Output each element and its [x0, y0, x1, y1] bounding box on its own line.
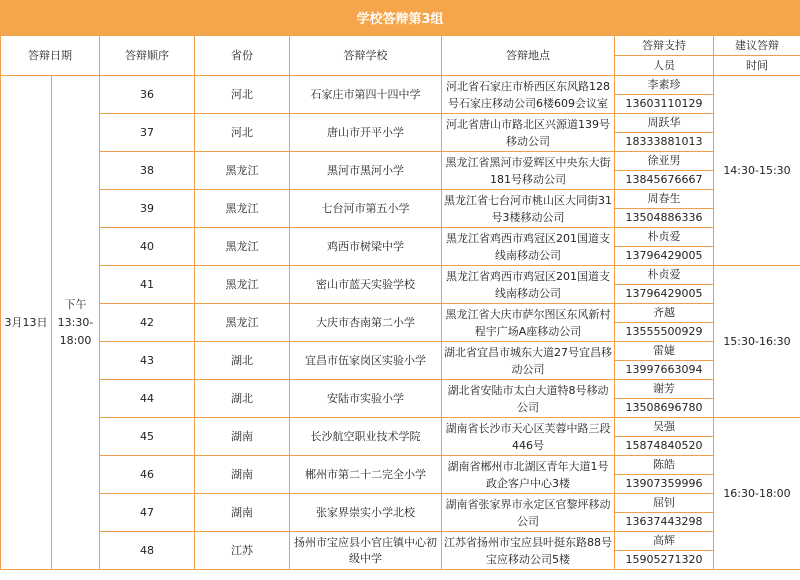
defense-period: 下午 13:30- 18:00 — [52, 76, 100, 570]
location-cell: 黑龙江省大庆市萨尔图区东风新村程宇广场A座移动公司 — [442, 304, 615, 342]
support-contact-cell — [615, 228, 714, 266]
suggested-time-slot: 15:30-16:30 — [714, 266, 800, 418]
table-row — [1, 342, 800, 380]
header-suggest: 建议答辩 — [714, 36, 800, 56]
support-phone: 13504886336 — [625, 211, 703, 224]
province-cell: 河北 — [195, 114, 290, 152]
school-cell: 大庆市杏南第二小学 — [290, 304, 442, 342]
defense-date: 3月13日 — [1, 76, 52, 570]
support-contact-cell — [615, 494, 714, 532]
school-cell: 张家界崇实小学北校 — [290, 494, 442, 532]
table-row — [1, 304, 800, 342]
table-row — [1, 456, 800, 494]
suggested-time-slot: 16:30-18:00 — [714, 418, 800, 570]
province-cell: 河北 — [195, 76, 290, 114]
order-cell: 38 — [100, 152, 195, 190]
support-contact-cell — [615, 190, 714, 228]
school-cell: 七台河市第五小学 — [290, 190, 442, 228]
order-cell: 36 — [100, 76, 195, 114]
support-phone: 18333881013 — [625, 135, 703, 148]
province-cell: 湖北 — [195, 342, 290, 380]
defense-schedule-table — [0, 35, 800, 570]
province-cell: 黑龙江 — [195, 190, 290, 228]
support-contact-cell — [615, 456, 714, 494]
suggested-time-slot: 14:30-15:30 — [714, 76, 800, 266]
header-order: 答辩顺序 — [100, 36, 195, 76]
location-cell: 河北省石家庄市桥西区东风路128号石家庄移动公司6楼609会议室 — [442, 76, 615, 114]
header-province: 省份 — [195, 36, 290, 76]
support-contact-cell — [615, 380, 714, 418]
support-phone: 13997663094 — [625, 363, 703, 376]
support-name: 朴贞爱 — [615, 228, 713, 247]
province-cell: 湖北 — [195, 380, 290, 418]
order-cell: 48 — [100, 532, 195, 570]
header-location: 答辩地点 — [442, 36, 615, 76]
support-name: 李素珍 — [615, 76, 713, 95]
order-cell: 39 — [100, 190, 195, 228]
support-name: 雷婕 — [615, 342, 713, 361]
location-cell: 湖南省郴州市北湖区青年大道1号政企客户中心3楼 — [442, 456, 615, 494]
support-contact-cell — [615, 418, 714, 456]
support-contact-cell — [615, 304, 714, 342]
location-cell: 黑龙江省鸡西市鸡冠区201国道支线南移动公司 — [442, 266, 615, 304]
table-row — [1, 152, 800, 190]
school-cell: 安陆市实验小学 — [290, 380, 442, 418]
province-cell: 黑龙江 — [195, 152, 290, 190]
location-cell: 黑龙江省黑河市爱辉区中央东大街181号移动公司 — [442, 152, 615, 190]
support-name: 徐亚男 — [615, 152, 713, 171]
table-body — [1, 76, 800, 570]
table-row — [1, 76, 800, 114]
order-cell: 37 — [100, 114, 195, 152]
school-cell: 宜昌市伍家岗区实验小学 — [290, 342, 442, 380]
school-cell: 石家庄市第四十四中学 — [290, 76, 442, 114]
school-cell: 唐山市开平小学 — [290, 114, 442, 152]
location-cell: 湖南省张家界市永定区官黎坪移动公司 — [442, 494, 615, 532]
support-name: 朴贞爱 — [615, 266, 713, 285]
support-contact-cell — [615, 114, 714, 152]
province-cell: 湖南 — [195, 456, 290, 494]
order-cell: 43 — [100, 342, 195, 380]
support-name: 齐越 — [615, 304, 713, 323]
location-cell: 黑龙江省鸡西市鸡冠区201国道支线南移动公司 — [442, 228, 615, 266]
order-cell: 41 — [100, 266, 195, 304]
support-phone: 13845676667 — [625, 173, 703, 186]
location-cell: 黑龙江省七台河市桃山区大同街31号3楼移动公司 — [442, 190, 615, 228]
support-name: 周跃华 — [615, 114, 713, 133]
table-row — [1, 532, 800, 570]
support-name: 高辉 — [615, 532, 713, 551]
location-cell: 江苏省扬州市宝应县叶挺东路88号宝应移动公司5楼 — [442, 532, 615, 570]
table-row — [1, 114, 800, 152]
support-contact-cell — [615, 532, 714, 570]
support-phone: 15874840520 — [625, 439, 703, 452]
support-phone: 13508696780 — [625, 401, 703, 414]
table-row — [1, 380, 800, 418]
order-cell: 47 — [100, 494, 195, 532]
order-cell: 40 — [100, 228, 195, 266]
support-contact-cell — [615, 266, 714, 304]
province-cell: 黑龙江 — [195, 228, 290, 266]
header-school: 答辩学校 — [290, 36, 442, 76]
header-date: 答辩日期 — [1, 36, 100, 76]
table-row — [1, 228, 800, 266]
location-cell: 河北省唐山市路北区兴源道139号移动公司 — [442, 114, 615, 152]
table-row — [1, 190, 800, 228]
support-name: 谢芳 — [615, 380, 713, 399]
header-support: 答辩支持 — [615, 36, 714, 56]
support-phone: 13555500929 — [625, 325, 703, 338]
province-cell: 黑龙江 — [195, 304, 290, 342]
order-cell: 44 — [100, 380, 195, 418]
school-cell: 郴州市第二十二完全小学 — [290, 456, 442, 494]
table-title: 学校答辩第3组 — [0, 0, 800, 35]
header-suggest-sub: 时间 — [714, 56, 800, 76]
header-support-sub: 人员 — [615, 56, 714, 76]
province-cell: 湖南 — [195, 418, 290, 456]
province-cell: 黑龙江 — [195, 266, 290, 304]
support-name: 吴强 — [615, 418, 713, 437]
support-name: 屈钊 — [615, 494, 713, 513]
location-cell: 湖北省宜昌市城东大道27号宜昌移动公司 — [442, 342, 615, 380]
support-name: 周春生 — [615, 190, 713, 209]
support-phone: 13796429005 — [625, 249, 703, 262]
location-cell: 湖北省安陆市太白大道特8号移动公司 — [442, 380, 615, 418]
support-phone: 15905271320 — [625, 553, 703, 566]
order-cell: 45 — [100, 418, 195, 456]
order-cell: 46 — [100, 456, 195, 494]
location-cell: 湖南省长沙市天心区芙蓉中路三段446号 — [442, 418, 615, 456]
table-row — [1, 494, 800, 532]
support-phone: 13637443298 — [625, 515, 703, 528]
support-contact-cell — [615, 152, 714, 190]
support-name: 陈皓 — [615, 456, 713, 475]
school-cell: 黑河市黑河小学 — [290, 152, 442, 190]
support-phone: 13796429005 — [625, 287, 703, 300]
school-cell: 长沙航空职业技术学院 — [290, 418, 442, 456]
support-phone: 13603110129 — [625, 97, 703, 110]
school-cell: 扬州市宝应县小官庄镇中心初级中学 — [290, 532, 442, 570]
table-row — [1, 418, 800, 456]
order-cell: 42 — [100, 304, 195, 342]
school-cell: 密山市蓝天实验学校 — [290, 266, 442, 304]
support-phone: 13907359996 — [625, 477, 703, 490]
support-contact-cell — [615, 342, 714, 380]
province-cell: 湖南 — [195, 494, 290, 532]
support-contact-cell — [615, 76, 714, 114]
province-cell: 江苏 — [195, 532, 290, 570]
school-cell: 鸡西市树梁中学 — [290, 228, 442, 266]
table-row — [1, 266, 800, 304]
